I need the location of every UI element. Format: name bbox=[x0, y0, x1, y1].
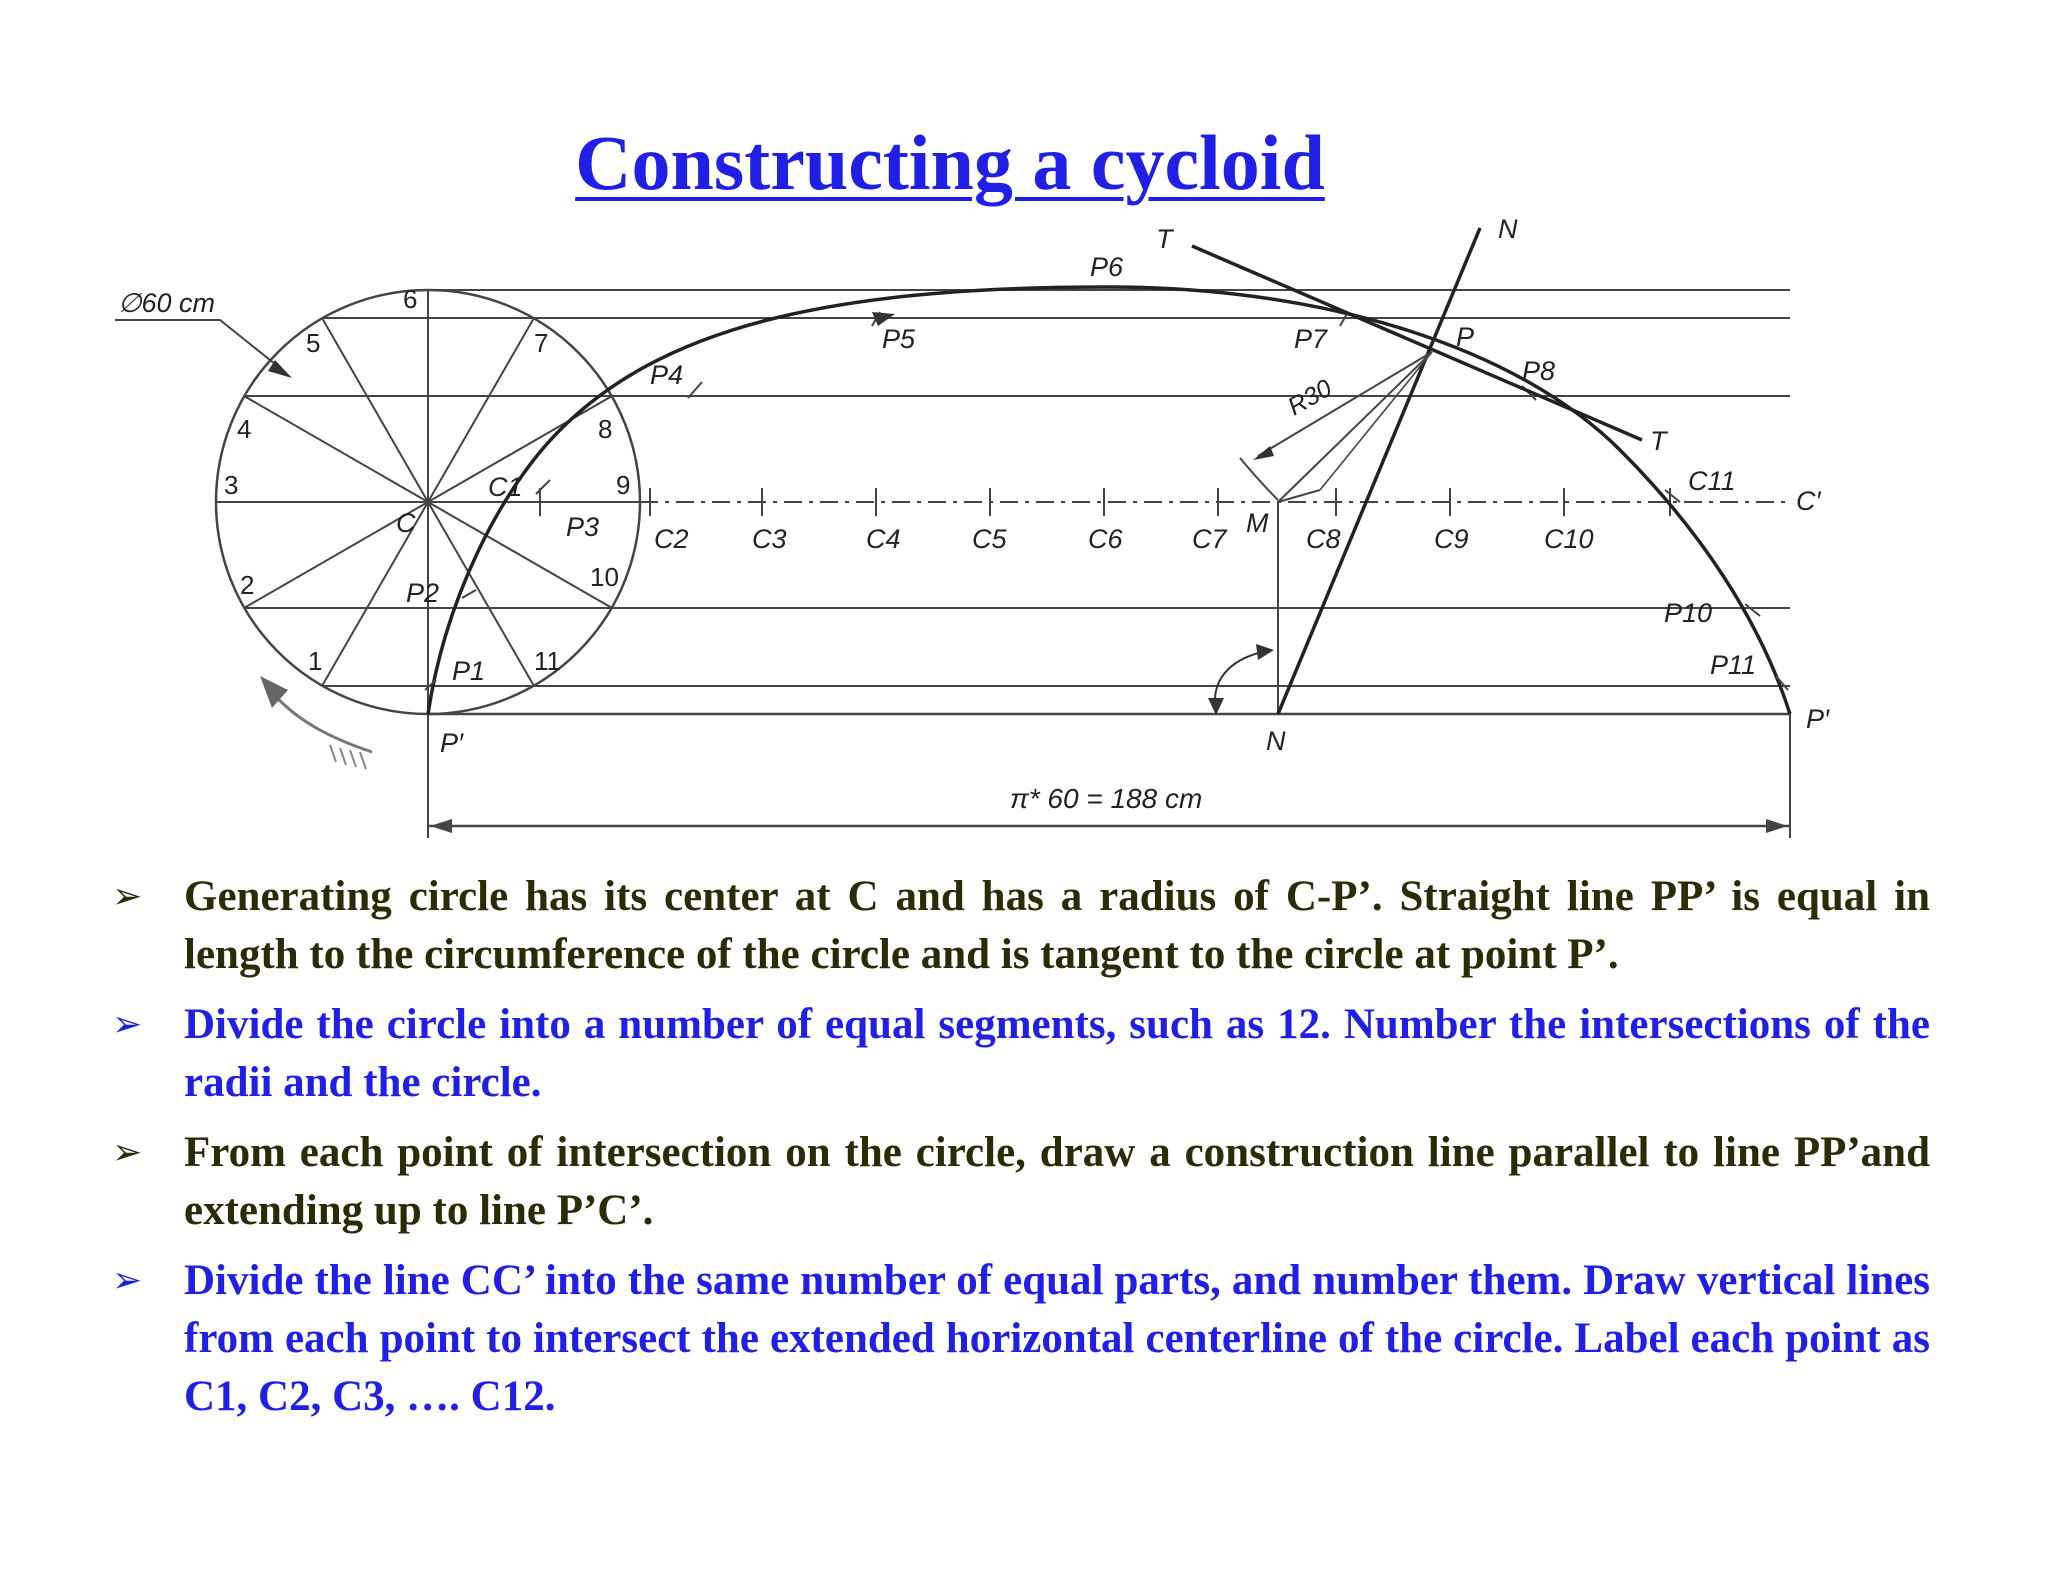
curve-label-p5: P5 bbox=[882, 324, 916, 354]
point-label-p: P bbox=[1456, 322, 1475, 352]
curve-label-p10: P10 bbox=[1664, 598, 1713, 628]
circle-label-10: 10 bbox=[590, 562, 619, 592]
normal-label-bottom: N bbox=[1266, 726, 1286, 756]
tangent-label-bottom: T bbox=[1650, 426, 1667, 456]
curve-label-p11: P11 bbox=[1710, 650, 1757, 680]
centerline-label-c7: C7 bbox=[1192, 524, 1227, 554]
bullet-arrow-icon: ➢ bbox=[112, 1004, 143, 1045]
curve-label-p8: P8 bbox=[1522, 356, 1556, 386]
cycloid-curve bbox=[428, 287, 1790, 714]
start-label: P′ bbox=[440, 728, 464, 758]
normal-line bbox=[1278, 228, 1480, 714]
centerline-label-c8: C8 bbox=[1306, 524, 1341, 554]
curve-label-p2: P2 bbox=[406, 578, 440, 608]
centerline-label-c1: C1 bbox=[488, 472, 523, 502]
circle-label-9: 9 bbox=[616, 470, 631, 500]
rolling-direction-arrow bbox=[270, 690, 372, 752]
centerline-label-c5: C5 bbox=[972, 524, 1007, 554]
circle-label-4: 4 bbox=[237, 414, 252, 444]
bullet-arrow-icon: ➢ bbox=[112, 1260, 143, 1301]
bullet-4 bbox=[112, 1252, 1930, 1426]
centerline-label-c9: C9 bbox=[1434, 524, 1469, 554]
curve-label-p6: P6 bbox=[1090, 252, 1124, 282]
curve-label-p4: P4 bbox=[650, 360, 684, 390]
bullet-arrow-icon: ➢ bbox=[112, 1132, 143, 1173]
normal-label-top: N bbox=[1498, 214, 1518, 244]
bullet-2-text: Divide the circle into a number of equal segments, such as 12. Number the intersections of the radii and the circle. bbox=[184, 1001, 1930, 1106]
instruction-list bbox=[112, 868, 1930, 1438]
center-end-label: C′ bbox=[1796, 486, 1821, 516]
centerline-label-c3: C3 bbox=[752, 524, 787, 554]
radius-label: R30 bbox=[1283, 374, 1337, 422]
center-label: C bbox=[396, 508, 416, 538]
bullet-2 bbox=[112, 996, 1930, 1112]
radius-line-r30 bbox=[1278, 352, 1432, 502]
dimension-label: π* 60 = 188 cm bbox=[1010, 783, 1203, 814]
bullet-1 bbox=[112, 868, 1930, 984]
curve-label-p1: P1 bbox=[452, 656, 486, 686]
curve-label-p7: P7 bbox=[1294, 324, 1328, 354]
centerline-label-c2: C2 bbox=[654, 524, 689, 554]
bullet-1-text: Generating circle has its center at C and has a radius of C-P’. Straight line PP’ is equal in length to the circumference of the circle and is tangent to the circle at point P’. bbox=[184, 873, 1930, 978]
bullet-4-text: Divide the line CC’ into the same number of equal parts, and number them. Draw vertical lines from each point to intersect the extended horizontal centerline of the circle. Label each point as C1, C2, C3, …. C12. bbox=[184, 1257, 1930, 1420]
circle-label-6: 6 bbox=[403, 284, 418, 314]
bullet-3-text: From each point of intersection on the circle, draw a construction line parallel to line PP’and extending up to line P’C’. bbox=[184, 1129, 1930, 1234]
centerline-label-c10: C10 bbox=[1544, 524, 1594, 554]
circle-label-2: 2 bbox=[240, 570, 255, 600]
curve-label-p3: P3 bbox=[566, 512, 600, 542]
m-label: M bbox=[1246, 508, 1269, 538]
centerline-label-c4: C4 bbox=[866, 524, 901, 554]
centerline-label-c6: C6 bbox=[1088, 524, 1123, 554]
circle-label-1: 1 bbox=[308, 646, 323, 676]
bullet-arrow-icon: ➢ bbox=[112, 876, 143, 917]
circle-label-5: 5 bbox=[306, 328, 321, 358]
circle-label-3: 3 bbox=[224, 470, 239, 500]
end-label: P′ bbox=[1806, 704, 1830, 734]
centerline-label-c11: C11 bbox=[1688, 466, 1736, 496]
circle-label-7: 7 bbox=[534, 328, 549, 358]
tangent-line bbox=[1192, 246, 1642, 440]
bullet-3 bbox=[112, 1124, 1930, 1240]
circle-label-11: 11 bbox=[534, 646, 561, 676]
diameter-leader bbox=[115, 320, 285, 372]
tangent-label-top: T bbox=[1156, 224, 1173, 254]
diameter-label: ∅60 cm bbox=[118, 288, 216, 318]
circle-label-8: 8 bbox=[598, 414, 613, 444]
page-title: Constructing a cycloid bbox=[575, 119, 1325, 206]
